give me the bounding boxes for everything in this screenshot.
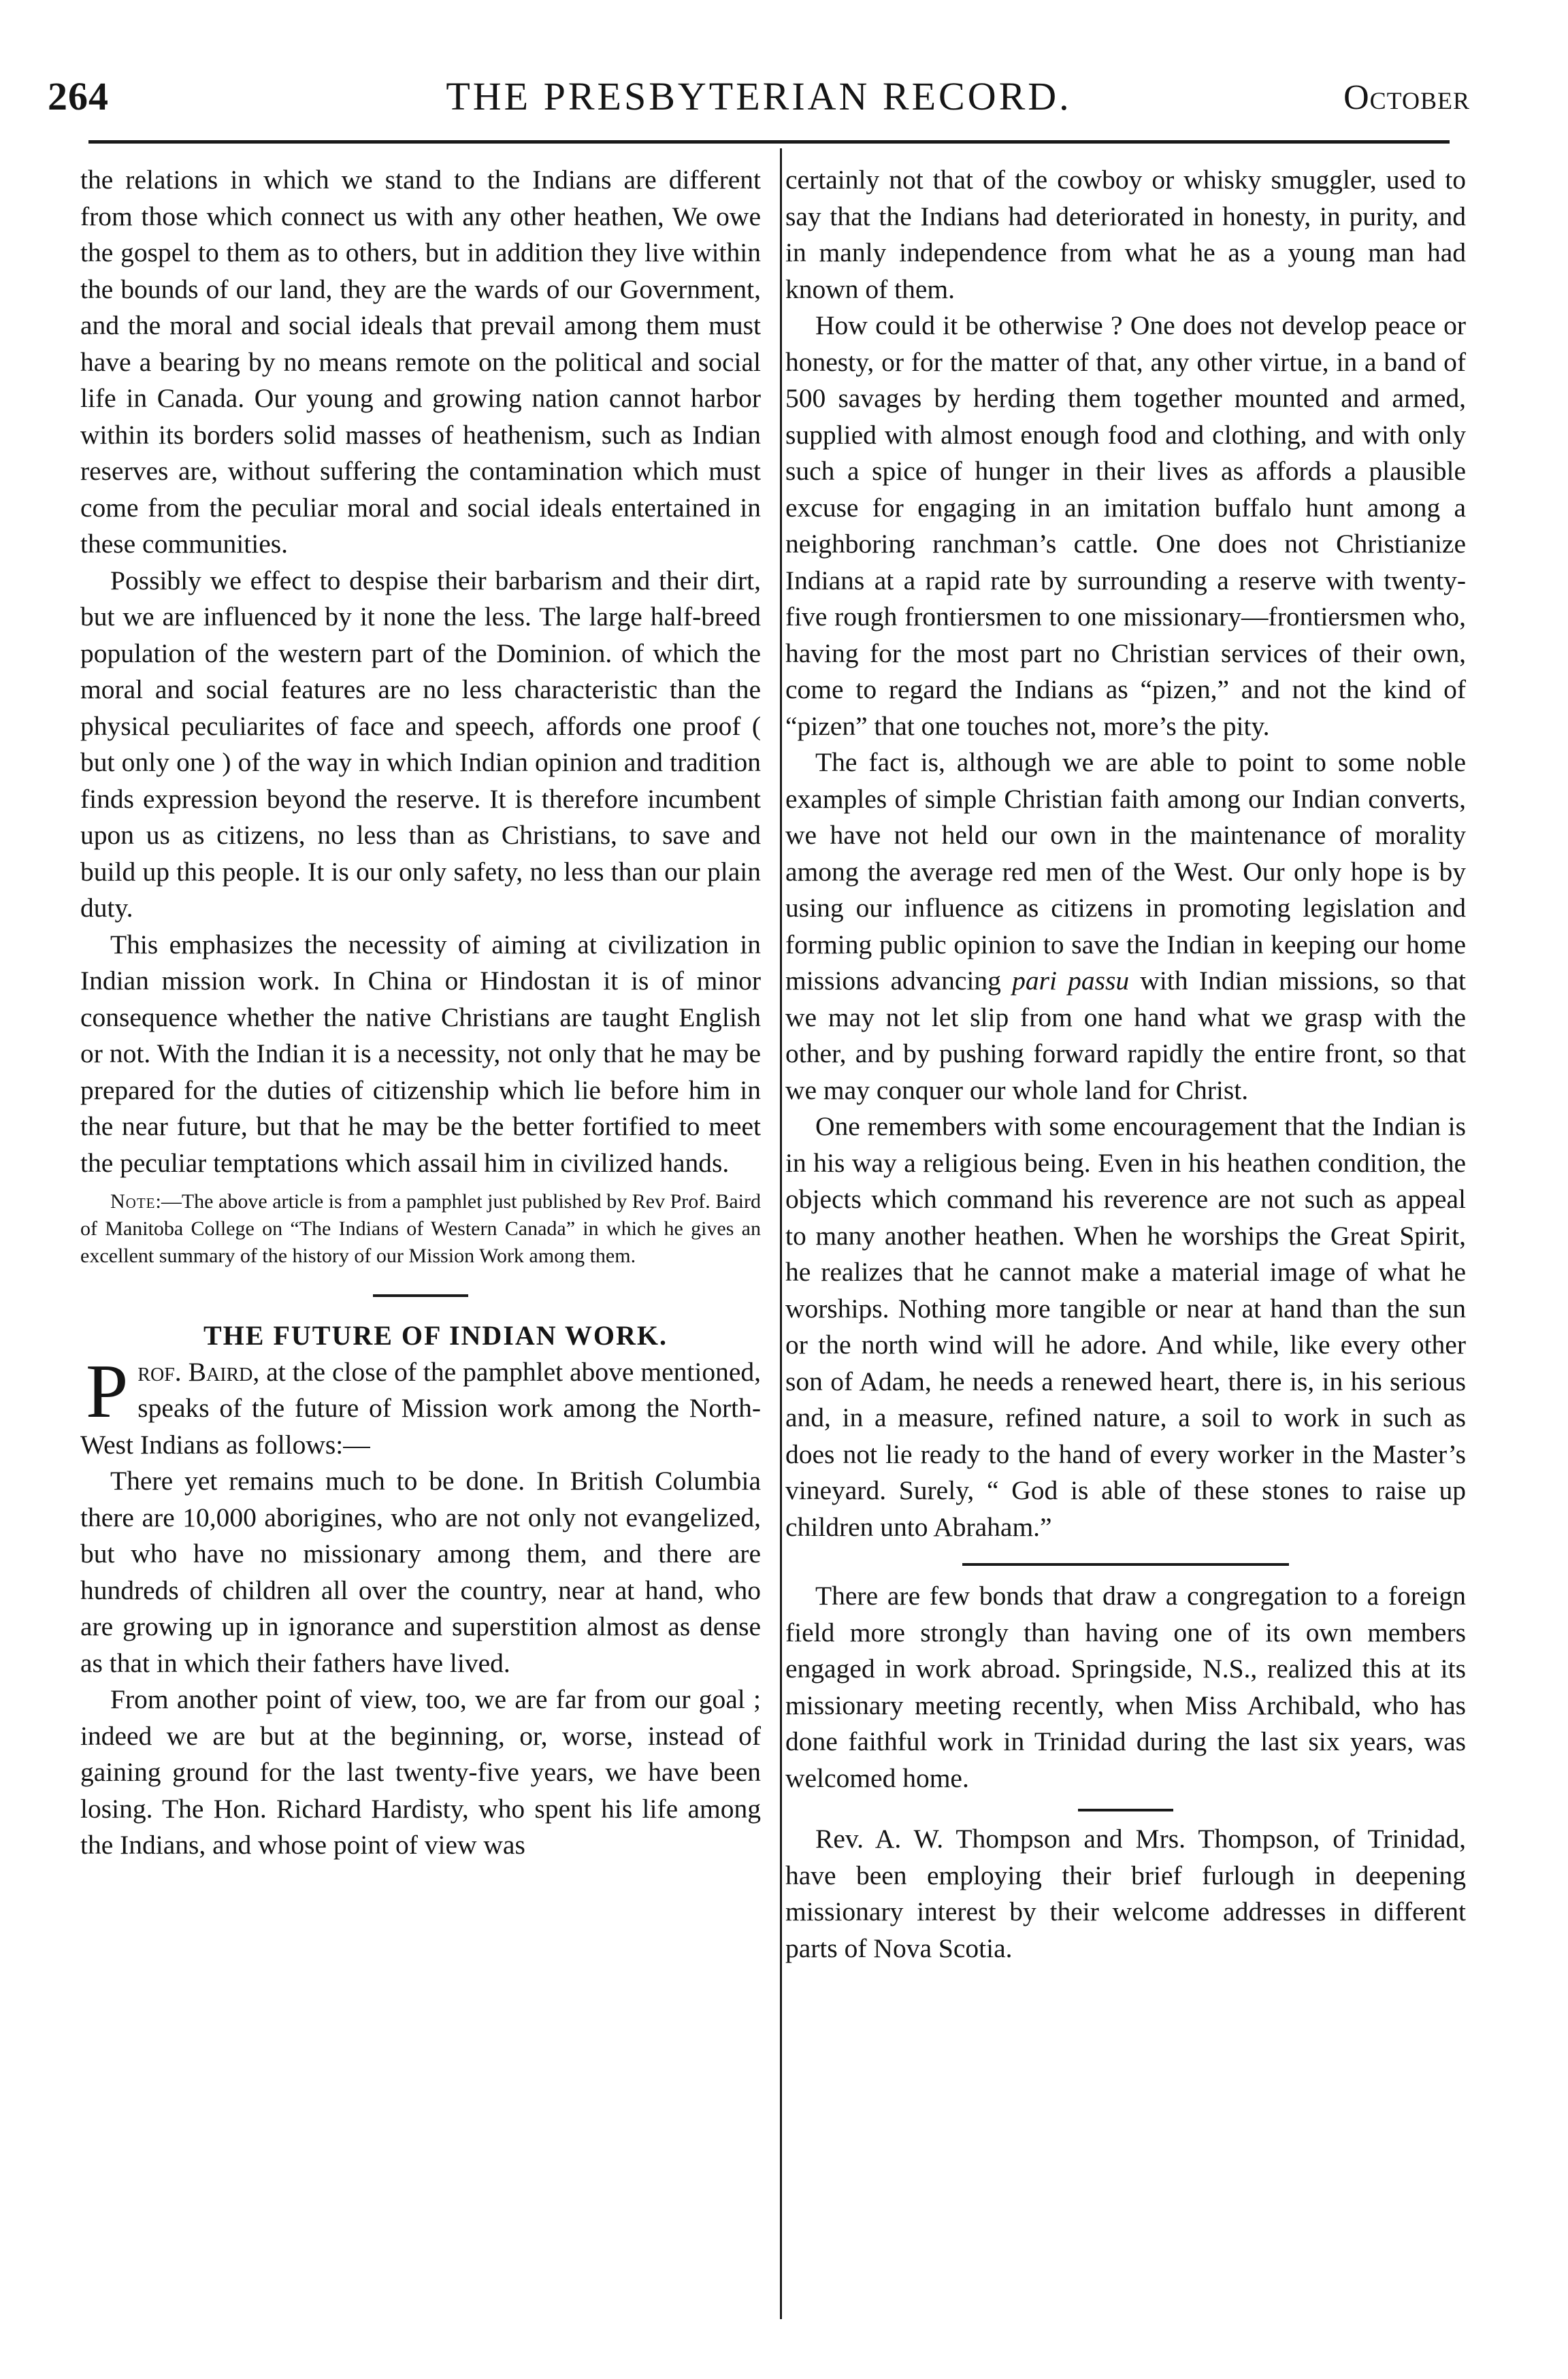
left-column bbox=[80, 162, 761, 1864]
article-paragraph: There yet remains much to be done. In British Columbia there are 10,000 aborigines, who are not only not evangelized, but who have no missionary among them, and there are hundreds of children all over the country, near at hand, who are growing up in ignorance and superstition almost as dense as that in which their fathers have lived. bbox=[80, 1466, 761, 1678]
section-heading: THE FUTURE OF INDIAN WORK. bbox=[203, 1320, 668, 1351]
intro-text: at the close of the pamphlet above mentioned, speaks of the future of Mission work among the North-West Indians as follows:— bbox=[80, 1356, 761, 1460]
article-paragraph: Possibly we effect to despise their barbarism and their dirt, but we are influenced by it none the less. The large half-breed population of the western part of the Dominion. of which the moral and social features are no less characteristic than the physical peculiarites of face and speech, affords one proof ( but only one ) of the way in which Indian opinion and tradition finds expression beyond the reserve. It is therefore incumbent upon us as citizens, no less than as Christians, to save and build up this people. It is our only safety, no less than our plain duty. bbox=[80, 565, 761, 923]
page-header bbox=[48, 73, 1470, 135]
issue-month: October bbox=[1343, 78, 1470, 117]
drop-cap: P bbox=[86, 1349, 129, 1434]
column-divider bbox=[780, 148, 782, 2319]
news-item: Rev. A. W. Thompson and Mrs. Thompson, of Trinidad, have been employing their brief furlough in deepening missionary interest by their welcome addresses in different parts of Nova Scotia. bbox=[785, 1824, 1466, 1963]
paragraph-text: with Indian missions, so that we may not let slip from one hand what we grasp with the other, and by pushing forward rapidly the entire front, so that we may conquer our whole land for Christ. bbox=[785, 966, 1467, 1105]
journal-title: THE PRESBYTERIAN RECORD. bbox=[446, 74, 1072, 118]
article-paragraph: certainly not that of the cowboy or whisky smuggler, used to say that the Indians had deteriorated in honesty, in purity, and in manly independence from what he as a young man had known of them. bbox=[785, 165, 1466, 304]
editor-note bbox=[80, 1188, 761, 1270]
note-text: :—The above article is from a pamphlet just published by Rev Prof. Baird of Manitoba College on “The Indians of Western Canada” in which he gives an excellent summary of the history of our Mission Work among them. bbox=[80, 1190, 761, 1267]
latin-phrase: pari passu bbox=[1012, 966, 1130, 996]
note-label: Note bbox=[110, 1190, 156, 1213]
intro-paragraph bbox=[80, 1349, 761, 1464]
section-rule bbox=[373, 1294, 468, 1297]
intro-name: rof. Baird, bbox=[137, 1356, 260, 1387]
article-paragraph: From another point of view, too, we are far from our goal ; indeed we are but at the beginning, or, worse, instead of gaining ground for the last twenty-five years, we have been losing. The Hon. Richard Hardisty, who spent his life among the Indians, and whose point of view was bbox=[80, 1684, 761, 1860]
right-column bbox=[785, 162, 1466, 1967]
news-item: There are few bonds that draw a congregation to a foreign field more strongly than having one of its own members engaged in work abroad. Springside, N.S., realized this at its missionary meeting recently, when Miss Archibald, who has done faithful work in Trinidad during the last six years, was welcomed home. bbox=[785, 1581, 1466, 1793]
article-paragraph: This emphasizes the necessity of aiming at civilization in Indian mission work. In China or Hindostan it is of minor consequence whether the native Christians are taught English or not. With the Indian it is a necessity, not only that he may be prepared for the duties of citizenship which lie before him in the near future, but that he may be the better fortified to meet the peculiar temptations which assail him in civilized hands. bbox=[80, 929, 761, 1178]
article-paragraph: the relations in which we stand to the Indians are different from those which connect us with any other heathen, We owe the gospel to them as to others, but in addition they live within the bounds of our land, they are the wards of our Government, and the moral and social ideals that prevail among them must have a bearing by no means remote on the political and social life in Canada. Our young and growing nation cannot harbor within its borders solid masses of heathenism, such as Indian reserves are, without suffering the contamination which must come from the peculiar moral and social ideals entertained in these communities. bbox=[80, 165, 761, 559]
article-paragraph bbox=[785, 744, 1466, 1109]
section-rule bbox=[1078, 1809, 1173, 1811]
page-number: 264 bbox=[48, 74, 109, 118]
paragraph-text: The fact is, although we are able to point to some noble examples of simple Christian faith among our Indian converts, we have not held our own in the maintenance of morality among the average red men of the West. Our only hope is by using our influence as citizens in promoting legislation and forming public opinion to save the Indian in keeping our home missions advancing bbox=[785, 747, 1466, 996]
header-rule bbox=[88, 140, 1450, 144]
article-paragraph: How could it be otherwise ? One does not develop peace or honesty, or for the matter of that, any other virtue, in a band of 500 savages by herding them together mounted and armed, supplied with almost enough food and clothing, and with only such a spice of hunger in their lives as affords a plausible excuse for engaging in an imitation buffalo hunt among a neighboring ranchman’s cattle. One does not Christianize Indians at a rapid rate by surrounding a reserve with twenty-five rough frontiersmen to one missionary—frontiersmen who, having for the most part no Christian services of their own, come to regard the Indians as “pizen,” and not the kind of “pizen” that one touches not, more’s the pity. bbox=[785, 310, 1466, 741]
article-paragraph: One remembers with some encouragement that the Indian is in his way a religious being. Even in his heathen condition, the objects which command his reverence are not such as appeal to many another heathen. When he worships the Great Spirit, he realizes that he cannot make a material image of what he worships. Nothing more tangible or near at hand than the sun or the north wind will he adore. And while, like every other son of Adam, he needs a renewed heart, there is, in his serious and, in a measure, refined nature, a soil to work in such as does not lie ready to the hand of every worker in the Master’s vineyard. Surely, “ God is able of these stones to raise up children unto Abraham.” bbox=[785, 1111, 1466, 1542]
section-rule bbox=[962, 1563, 1289, 1566]
